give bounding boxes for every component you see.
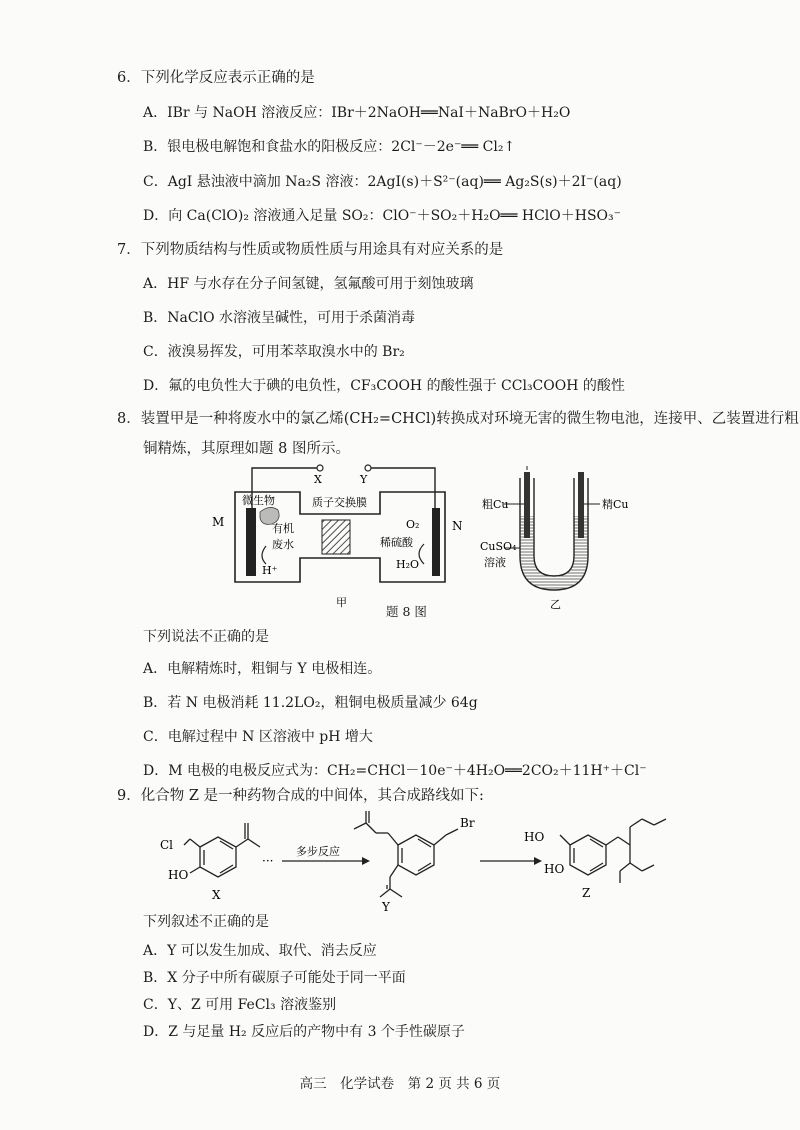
q8-option-d: D．M 电极的电极反应式为：CH₂=CHCl－10e⁻＋4H₂O══2CO₂＋11H⁺＋Cl⁻	[143, 763, 647, 779]
q8-stem-line2: 铜精炼，其原理如题 8 图所示。	[143, 441, 350, 457]
label-cuso4: CuSO₄	[480, 540, 517, 553]
label-y: Y	[382, 900, 390, 914]
proton-exchange-membrane	[322, 520, 350, 554]
q8-option-c: C．电解过程中 N 区溶液中 pH 增大	[143, 729, 373, 745]
label-jia: 甲	[336, 596, 347, 609]
label-pure-cu: 精Cu	[602, 498, 629, 511]
electrode-crude-cu	[524, 472, 530, 538]
reaction-arrowhead-2	[534, 857, 542, 865]
label-membrane: 质子交换膜	[312, 496, 367, 509]
molecule-x	[184, 823, 260, 877]
molecule-y	[354, 811, 458, 897]
label-m: M	[212, 515, 225, 529]
label-microbe: 微生物	[242, 494, 275, 507]
q6-option-d: D．向 Ca(ClO)₂ 溶液通入足量 SO₂：ClO⁻＋SO₂＋H₂O══ HClO＋HSO₃⁻	[143, 208, 622, 224]
label-dilute-acid: 稀硫酸	[380, 536, 413, 549]
page-footer: 高三 化学试卷 第 2 页 共 6 页	[299, 1076, 501, 1092]
y-br: Br	[460, 816, 475, 830]
terminal-x: X	[314, 473, 322, 486]
terminal-y: Y	[360, 473, 368, 486]
label-o2: O₂	[406, 518, 420, 531]
electrode-n	[432, 508, 440, 576]
label-yi: 乙	[550, 598, 561, 611]
label-crude-cu: 粗Cu	[482, 498, 509, 511]
label-n: N	[452, 519, 463, 533]
label-z: Z	[582, 886, 591, 900]
label-solution: 溶液	[484, 556, 506, 569]
electrode-m	[246, 508, 256, 576]
q9-synthesis-scheme	[150, 805, 710, 915]
electrode-pure-cu	[578, 472, 584, 538]
q8-figure-cell-yi	[480, 470, 654, 620]
q7-option-c: C．液溴易挥发，可用苯萃取溴水中的 Br₂	[143, 344, 405, 360]
q9-option-c: C．Y、Z 可用 FeCl₃ 溶液鉴别	[143, 997, 337, 1013]
label-organic: 有机	[272, 522, 294, 535]
label-x: X	[212, 888, 221, 902]
q7-option-b: B．NaClO 水溶液呈碱性，可用于杀菌消毒	[143, 310, 416, 326]
ellipsis: ···	[262, 854, 274, 868]
q8-figure-cell-jia	[200, 460, 470, 620]
q6-option-b: B．银电极电解饱和食盐水的阳极反应：2Cl⁻－2e⁻══ Cl₂↑	[143, 139, 516, 155]
label-h2o: H₂O	[396, 558, 420, 571]
q7-option-a: A．HF 与水存在分子间氢键，氢氟酸可用于刻蚀玻璃	[143, 276, 474, 292]
q6-option-a: A．IBr 与 NaOH 溶液反应：IBr＋2NaOH══NaI＋NaBrO＋H₂O	[143, 105, 571, 121]
x-cl: Cl	[160, 838, 174, 852]
q9-stem: 9．化合物 Z 是一种药物合成的中间体，其合成路线如下:	[117, 788, 484, 804]
q8-option-b: B．若 N 电极消耗 11.2LO₂，粗铜电极质量减少 64g	[143, 695, 478, 711]
q6-option-c: C．AgI 悬浊液中滴加 Na₂S 溶液：2AgI(s)＋S²⁻(aq)══ Ag₂S(s)＋2I⁻(aq)	[143, 174, 622, 190]
q9-option-d: D．Z 与足量 H₂ 反应后的产物中有 3 个手性碳原子	[143, 1024, 465, 1040]
q6-stem: 6．下列化学反应表示正确的是	[117, 70, 315, 86]
q9-prompt: 下列叙述不正确的是	[143, 914, 269, 930]
q8-option-a: A．电解精炼时，粗铜与 Y 电极相连。	[143, 661, 382, 677]
q9-option-a: A．Y 可以发生加成、取代、消去反应	[143, 943, 377, 959]
z-ho-top: HO	[524, 830, 545, 844]
q9-option-b: B．X 分子中所有碳原子可能处于同一平面	[143, 970, 406, 986]
z-ho: HO	[544, 862, 565, 876]
label-wastewater: 废水	[272, 538, 294, 551]
q7-stem: 7．下列物质结构与性质或物质性质与用途具有对应关系的是	[117, 242, 504, 258]
arrow-label: 多步反应	[296, 845, 340, 858]
reaction-arrowhead-1	[362, 857, 370, 865]
q8-prompt: 下列说法不正确的是	[143, 629, 269, 645]
label-hplus: H⁺	[262, 564, 278, 577]
q8-stem-line1: 8．装置甲是一种将废水中的氯乙烯(CH₂=CHCl)转换成对环境无害的微生物电池，连接甲、乙装置进行粗	[117, 411, 799, 427]
cuso4-solution	[520, 516, 588, 590]
q8-figure-caption: 题 8 图	[386, 604, 427, 619]
molecule-z	[560, 819, 666, 883]
q7-option-d: D．氟的电负性大于碘的电负性，CF₃COOH 的酸性强于 CCl₃COOH 的酸性	[143, 378, 625, 394]
x-ho: HO	[168, 868, 189, 882]
